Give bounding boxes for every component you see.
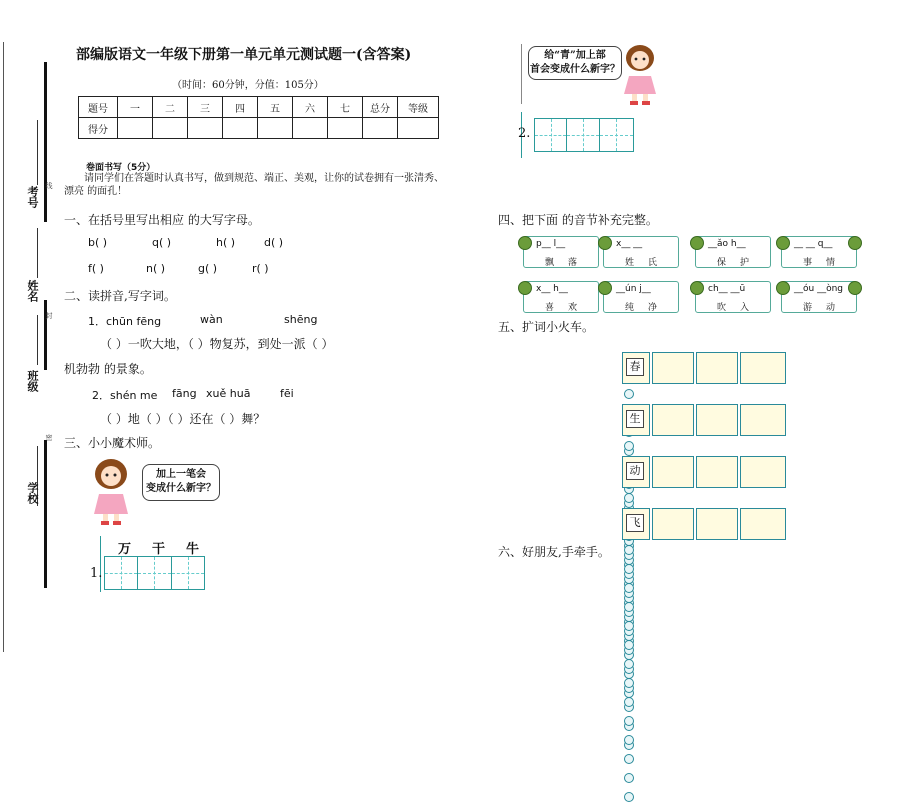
q1-item[interactable]: b( ): [88, 236, 108, 249]
score-table: [78, 96, 439, 139]
flower-icon: [598, 236, 612, 250]
label-name: 姓名: [26, 280, 39, 302]
syllable-blank[interactable]: __ǎo h__: [708, 239, 746, 249]
train-car[interactable]: [696, 352, 738, 384]
bubble-line: 给“青”加上部: [544, 50, 606, 61]
q3-char: 万: [118, 542, 132, 557]
table-cell: 六: [293, 97, 328, 118]
q3-title: 三、小小魔术师。: [64, 436, 161, 450]
binding-bar: [44, 440, 47, 588]
table-cell: 总分: [363, 97, 398, 118]
flower-icon: [598, 281, 612, 295]
pinyin: fāng: [172, 387, 197, 400]
q1-item[interactable]: r( ): [252, 262, 269, 275]
q5-title: 五、扩词小火车。: [498, 320, 595, 334]
bubble-line: 首会变成什么新字？: [530, 64, 620, 75]
q2-sentence: 机勃勃 的景象。: [64, 362, 152, 376]
flower-icon: [848, 281, 862, 295]
score-input-cell[interactable]: [258, 118, 293, 139]
syllable-blank[interactable]: x__ __: [616, 239, 643, 249]
label-class: 班级: [26, 370, 39, 392]
syllable-card[interactable]: [603, 236, 679, 268]
syllable-card[interactable]: [781, 236, 857, 268]
writing-grid[interactable]: [534, 118, 634, 152]
bubble-line: 加上一笔会: [156, 469, 206, 480]
q2-sentence: （ ）地（ ）（ ）还在（ ）舞？: [100, 412, 266, 426]
train-car[interactable]: [652, 352, 694, 384]
table-cell: 三: [188, 97, 223, 118]
train-char: 动: [626, 462, 644, 480]
syllable-word: 飘落: [544, 258, 591, 268]
train-wheels: [624, 384, 636, 392]
train-car[interactable]: [652, 456, 694, 488]
train-wheels: [624, 488, 636, 496]
syllable-blank[interactable]: x__ h__: [536, 284, 568, 294]
q2-sentence: （ ）一吹大地，（ ）物复苏，到处一派（ ）: [100, 337, 334, 351]
table-cell: 五: [258, 97, 293, 118]
train-car[interactable]: [696, 404, 738, 436]
syllable-blank[interactable]: __óu __òng: [794, 284, 843, 294]
writing-grid[interactable]: [104, 556, 205, 590]
train-car[interactable]: [740, 404, 786, 436]
train-car[interactable]: [696, 456, 738, 488]
syllable-blank[interactable]: p__ l__: [536, 239, 566, 249]
syllable-word: 喜欢: [544, 303, 591, 313]
train-car[interactable]: [740, 352, 786, 384]
score-input-cell[interactable]: [363, 118, 398, 139]
table-cell: 得分: [79, 118, 118, 139]
score-input-cell[interactable]: [118, 118, 153, 139]
label-school: 学校: [26, 482, 39, 504]
train-char: 生: [626, 410, 644, 428]
train-car[interactable]: [652, 508, 694, 540]
table-cell: 二: [153, 97, 188, 118]
q3b-num: 2.: [518, 126, 531, 141]
q1-item[interactable]: h( ): [216, 236, 236, 249]
binding-bar: [44, 300, 47, 370]
pinyin: 1．chūn fēng: [88, 315, 162, 328]
score-input-cell[interactable]: [153, 118, 188, 139]
girl-illustration-icon: [86, 454, 136, 526]
flower-icon: [848, 236, 862, 250]
table-cell: 等级: [398, 97, 439, 118]
syllable-word: 纯净: [624, 303, 671, 313]
syllable-card[interactable]: [695, 236, 771, 268]
q1-item[interactable]: n( ): [146, 262, 166, 275]
train-car[interactable]: [740, 508, 786, 540]
label-exam-number: 考号: [26, 186, 39, 208]
table-row: [79, 97, 439, 118]
pinyin: xuě huā: [206, 387, 251, 400]
syllable-card[interactable]: [781, 281, 857, 313]
syllable-card[interactable]: [523, 281, 599, 313]
train-char: 飞: [626, 514, 644, 532]
syllable-word: 游动: [802, 303, 849, 313]
train-wheels: [624, 436, 636, 444]
q1-item[interactable]: d( ): [264, 236, 284, 249]
pinyin: shēng: [284, 313, 318, 326]
mark-seal: 封: [45, 312, 53, 319]
table-row: [79, 118, 439, 139]
flower-icon: [776, 281, 790, 295]
syllable-card[interactable]: [523, 236, 599, 268]
handwriting-title: 卷面书写（5分）: [86, 163, 156, 173]
score-input-cell[interactable]: [293, 118, 328, 139]
score-input-cell[interactable]: [398, 118, 439, 139]
score-input-cell[interactable]: [188, 118, 223, 139]
q6-title: 六、好朋友,手牵手。: [498, 545, 610, 559]
q1-item[interactable]: q( ): [152, 236, 172, 249]
syllable-word: 姓氏: [624, 258, 671, 268]
flower-icon: [518, 236, 532, 250]
bracket-line: [521, 44, 522, 104]
score-input-cell[interactable]: [328, 118, 363, 139]
pinyin: fēi: [280, 387, 294, 400]
q4-title: 四、把下面 的音节补充完整。: [498, 213, 658, 227]
table-cell: 题号: [79, 97, 118, 118]
pinyin: 2．shén me: [92, 389, 158, 402]
q2-title: 二、读拼音,写字词。: [64, 289, 176, 303]
table-cell: 七: [328, 97, 363, 118]
fill-line: [37, 228, 38, 278]
train-car[interactable]: [696, 508, 738, 540]
train-car[interactable]: [740, 456, 786, 488]
table-cell: 四: [223, 97, 258, 118]
handwriting-text: 请同学们在答题时认真书写，做到规范、端正、美观，让你的试卷拥有一张清秀、漂亮 的面孔！: [64, 173, 444, 197]
flower-icon: [690, 281, 704, 295]
girl-illustration-icon: [618, 40, 662, 106]
flower-icon: [776, 236, 790, 250]
q1-item[interactable]: f( ): [88, 262, 104, 275]
table-cell: 一: [118, 97, 153, 118]
fill-line: [37, 120, 38, 185]
train-char: 春: [626, 358, 644, 376]
train-car[interactable]: [652, 404, 694, 436]
speech-bubble: [142, 464, 220, 501]
syllable-blank[interactable]: ch__ __ū: [708, 284, 746, 294]
mark-secret: 密: [45, 434, 53, 441]
fill-line: [37, 315, 38, 365]
syllable-word: 事情: [802, 258, 849, 268]
page-title: 部编版语文一年级下册第一单元单元测试题一(含答案): [76, 47, 412, 63]
flower-icon: [518, 281, 532, 295]
q3-num: 1.: [90, 566, 103, 581]
bubble-line: 变成什么新字？: [146, 483, 216, 494]
syllable-word: 保护: [716, 258, 763, 268]
q3-char: 牛: [186, 542, 200, 557]
pinyin: wàn: [200, 313, 223, 326]
syllable-card[interactable]: [603, 281, 679, 313]
q1-item[interactable]: g( ): [198, 262, 218, 275]
q3-char: 干: [152, 542, 166, 557]
binding-edge-line: [3, 42, 4, 652]
speech-bubble: [528, 46, 622, 80]
page-subtitle: （时间：60分钟，分值：105分）: [172, 80, 324, 91]
q1-title: 一、在括号里写出相应 的大写字母。: [64, 213, 260, 227]
syllable-word: 吹入: [716, 303, 763, 313]
syllable-card[interactable]: [695, 281, 771, 313]
syllable-blank[interactable]: __ún j__: [616, 284, 651, 294]
train-wheels: [624, 540, 636, 548]
mark-line: 线: [45, 182, 53, 189]
bracket-line: [100, 536, 101, 592]
binding-bar: [44, 62, 47, 222]
score-input-cell[interactable]: [223, 118, 258, 139]
syllable-blank[interactable]: __ __ q__: [794, 239, 833, 249]
flower-icon: [690, 236, 704, 250]
